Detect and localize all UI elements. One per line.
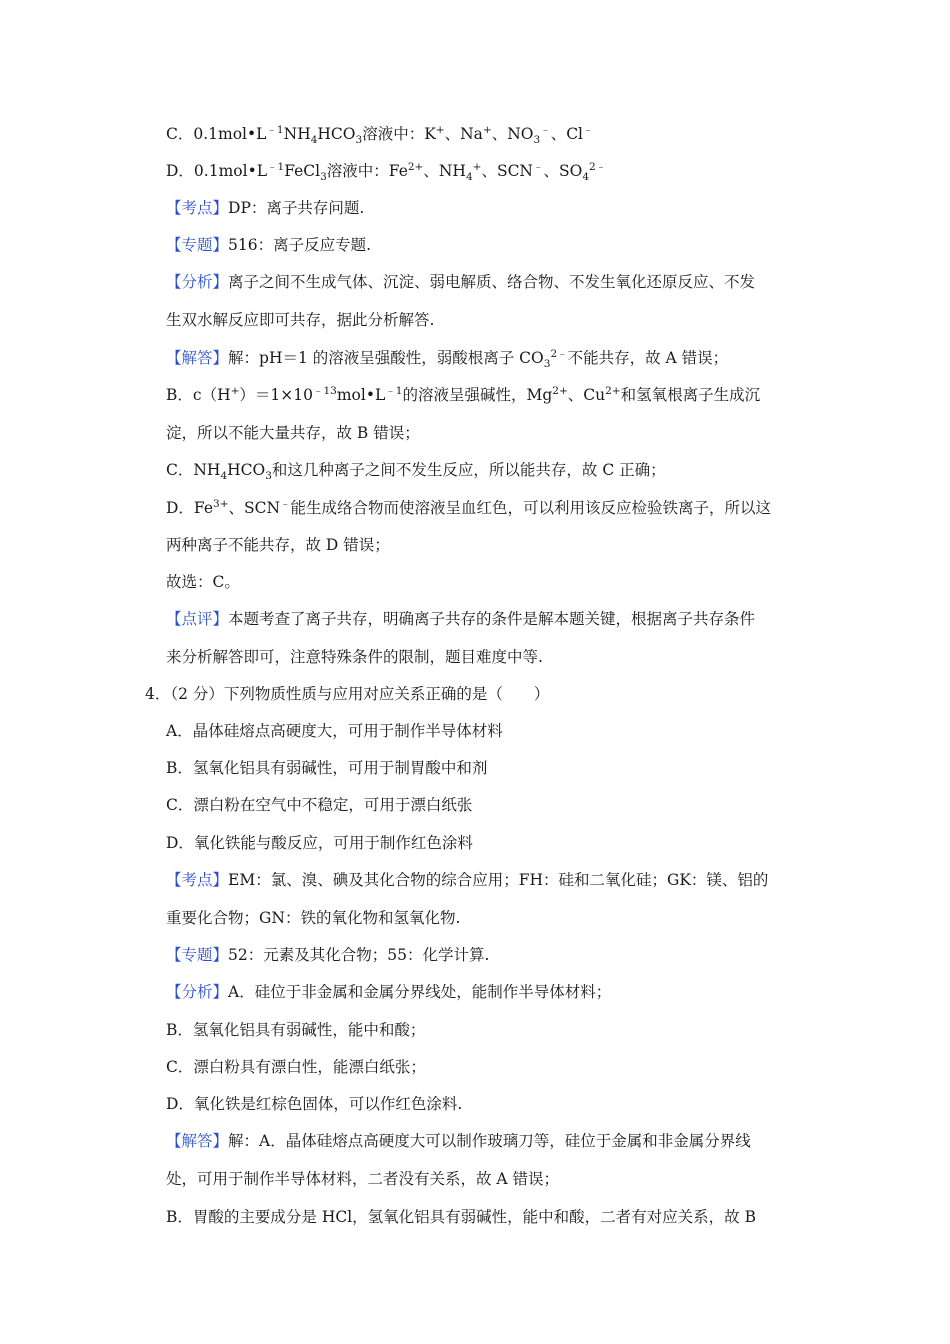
text: 不能共存，故 A 错误； xyxy=(567,349,729,367)
q4-option-b: B．氢氧化铝具有弱碱性，可用于制胃酸中和剂 xyxy=(166,759,488,777)
section-label: 【专题】 xyxy=(166,236,229,254)
q4-fenxi-b: B．氢氧化铝具有弱碱性，能中和酸； xyxy=(166,1021,426,1039)
q4-kaodian xyxy=(166,870,768,890)
text: 能生成络合物而使溶液呈血红色，可以利用该反应检验铁离子，所以这 xyxy=(290,499,772,517)
q4-fenxi-c: C．漂白粉具有漂白性，能漂白纸张； xyxy=(166,1058,426,1076)
section-label: 【分析】 xyxy=(166,273,229,291)
sup: + xyxy=(435,123,445,136)
q4-jieda xyxy=(166,1131,751,1151)
q3-jieda-d-line2: 两种离子不能共存，故 D 错误； xyxy=(166,536,390,554)
sub: 3 xyxy=(355,134,363,147)
text: 解：A．晶体硅熔点高硬度大可以制作玻璃刀等，硅位于金属和非金属分界线 xyxy=(228,1132,751,1150)
text: 和这几种离子之间不发生反应，所以能共存，故 C 正确； xyxy=(271,461,666,479)
text: 、Cu xyxy=(567,386,606,404)
text: HCO xyxy=(317,125,356,143)
sub: 4 xyxy=(582,171,590,184)
q3-fenxi-line2: 生双水解反应即可共存，据此分析解答. xyxy=(166,311,435,329)
sup: 2+ xyxy=(552,384,568,397)
q3-option-c xyxy=(166,123,594,147)
text: FeCl xyxy=(284,162,321,180)
sup: ﹣1 xyxy=(267,160,285,173)
sub: 3 xyxy=(320,171,327,184)
q4-jieda-b-line1: B．胃酸的主要成分是 HCl，氢氧化铝具有弱碱性，能中和酸，二者有对应关系，故 B xyxy=(166,1208,756,1226)
sup: ﹣1 xyxy=(266,123,284,136)
section-label: 【专题】 xyxy=(166,946,229,964)
section-label: 【考点】 xyxy=(166,199,229,217)
section-label: 【考点】 xyxy=(166,871,229,889)
sup: ﹣1 xyxy=(385,384,403,397)
q4-jieda-a-line2: 处，可用于制作半导体材料，二者没有关系，故 A 错误； xyxy=(166,1170,560,1188)
section-label: 【解答】 xyxy=(166,1132,229,1150)
sup: ﹣13 xyxy=(312,384,337,397)
sub: 3 xyxy=(265,470,272,483)
text: 溶液中：K xyxy=(362,125,436,143)
q3-dianping-line2: 来分析解答即可，注意特殊条件的限制，题目难度中等. xyxy=(166,648,543,666)
q3-jieda-a xyxy=(166,347,729,371)
text: C．NH xyxy=(166,461,221,479)
q3-kaodian xyxy=(166,198,364,218)
sub: 3 xyxy=(543,358,551,371)
text: 的溶液呈强碱性，Mg xyxy=(402,386,553,404)
text: A．硅位于非金属和金属分界线处，能制作半导体材料； xyxy=(228,983,612,1001)
q4-kaodian-line2: 重要化合物；GN：铁的氧化物和氢氧化物. xyxy=(166,909,461,927)
text: HCO xyxy=(227,461,266,479)
text: 离子之间不生成气体、沉淀、弱电解质、络合物、不发生氧化还原反应、不发 xyxy=(228,273,756,291)
text: mol•L xyxy=(336,386,386,404)
sup: + xyxy=(472,160,482,173)
q3-jieda-b-line2: 淀，所以不能大量共存，故 B 错误； xyxy=(166,424,420,442)
text: 、Na xyxy=(444,125,483,143)
text: 516：离子反应专题. xyxy=(228,236,372,254)
text: D．Fe xyxy=(166,499,214,517)
text: 52：元素及其化合物；55：化学计算. xyxy=(228,946,490,964)
text: D．0.1mol•L xyxy=(166,162,267,180)
text: 、SO xyxy=(543,162,583,180)
text: 、NO xyxy=(491,125,534,143)
q3-zhuanti xyxy=(166,235,371,255)
q3-dianping xyxy=(166,609,755,629)
sup: 2+ xyxy=(605,384,621,397)
sup: ﹣ xyxy=(540,123,551,136)
text: NH xyxy=(283,125,311,143)
text: 解：pH＝1 的溶液呈强酸性，弱酸根离子 CO xyxy=(228,349,544,367)
text: B．c（H xyxy=(166,386,231,404)
section-label: 【解答】 xyxy=(166,349,229,367)
text: 、NH xyxy=(423,162,466,180)
q3-guxuan: 故选：C。 xyxy=(166,573,240,591)
sup: + xyxy=(230,384,240,397)
q3-jieda-d xyxy=(166,498,771,518)
sub: 4 xyxy=(310,134,318,147)
q3-option-d xyxy=(166,160,607,184)
q4-option-c: C．漂白粉在空气中不稳定，可用于漂白纸张 xyxy=(166,796,473,814)
sub: 4 xyxy=(220,470,228,483)
sup: 2﹣ xyxy=(550,347,568,360)
sup: + xyxy=(482,123,492,136)
section-label: 【点评】 xyxy=(166,610,229,628)
sup: ﹣ xyxy=(280,497,291,510)
sup: ﹣ xyxy=(533,160,544,173)
sub: 3 xyxy=(533,134,541,147)
text: 本题考查了离子共存，明确离子共存的条件是解本题关键，根据离子共存条件 xyxy=(228,610,756,628)
q3-jieda-b xyxy=(166,385,760,405)
sub: 4 xyxy=(465,171,473,184)
q4-zhuanti xyxy=(166,945,489,965)
q4-stem: 4．（2 分）下列物质性质与应用对应关系正确的是（ ） xyxy=(145,685,550,703)
text: 、SCN xyxy=(228,499,281,517)
text: 溶液中：Fe xyxy=(326,162,408,180)
section-label: 【分析】 xyxy=(166,983,229,1001)
text: EM：氯、溴、碘及其化合物的综合应用；FH：硅和二氧化硅；GK：镁、铝的 xyxy=(228,871,769,889)
q3-fenxi xyxy=(166,272,755,292)
q3-jieda-c xyxy=(166,460,666,483)
q4-fenxi-d: D．氧化铁是红棕色固体，可以作红色涂料. xyxy=(166,1095,463,1113)
sup: 2﹣ xyxy=(589,160,607,173)
sup: 2+ xyxy=(407,160,424,173)
sup: 3+ xyxy=(213,497,229,510)
text: DP：离子共存问题. xyxy=(228,199,365,217)
q4-option-a: A．晶体硅熔点高硬度大，可用于制作半导体材料 xyxy=(166,722,503,740)
text: 、SCN xyxy=(481,162,533,180)
q4-fenxi xyxy=(166,982,611,1002)
sup: ﹣ xyxy=(583,123,594,136)
q4-option-d: D．氧化铁能与酸反应，可用于制作红色涂料 xyxy=(166,834,473,852)
text: 和氢氧根离子生成沉 xyxy=(620,386,761,404)
text: ）＝1×10 xyxy=(239,386,313,404)
text: C．0.1mol•L xyxy=(166,125,267,143)
text: 、Cl xyxy=(550,125,584,143)
